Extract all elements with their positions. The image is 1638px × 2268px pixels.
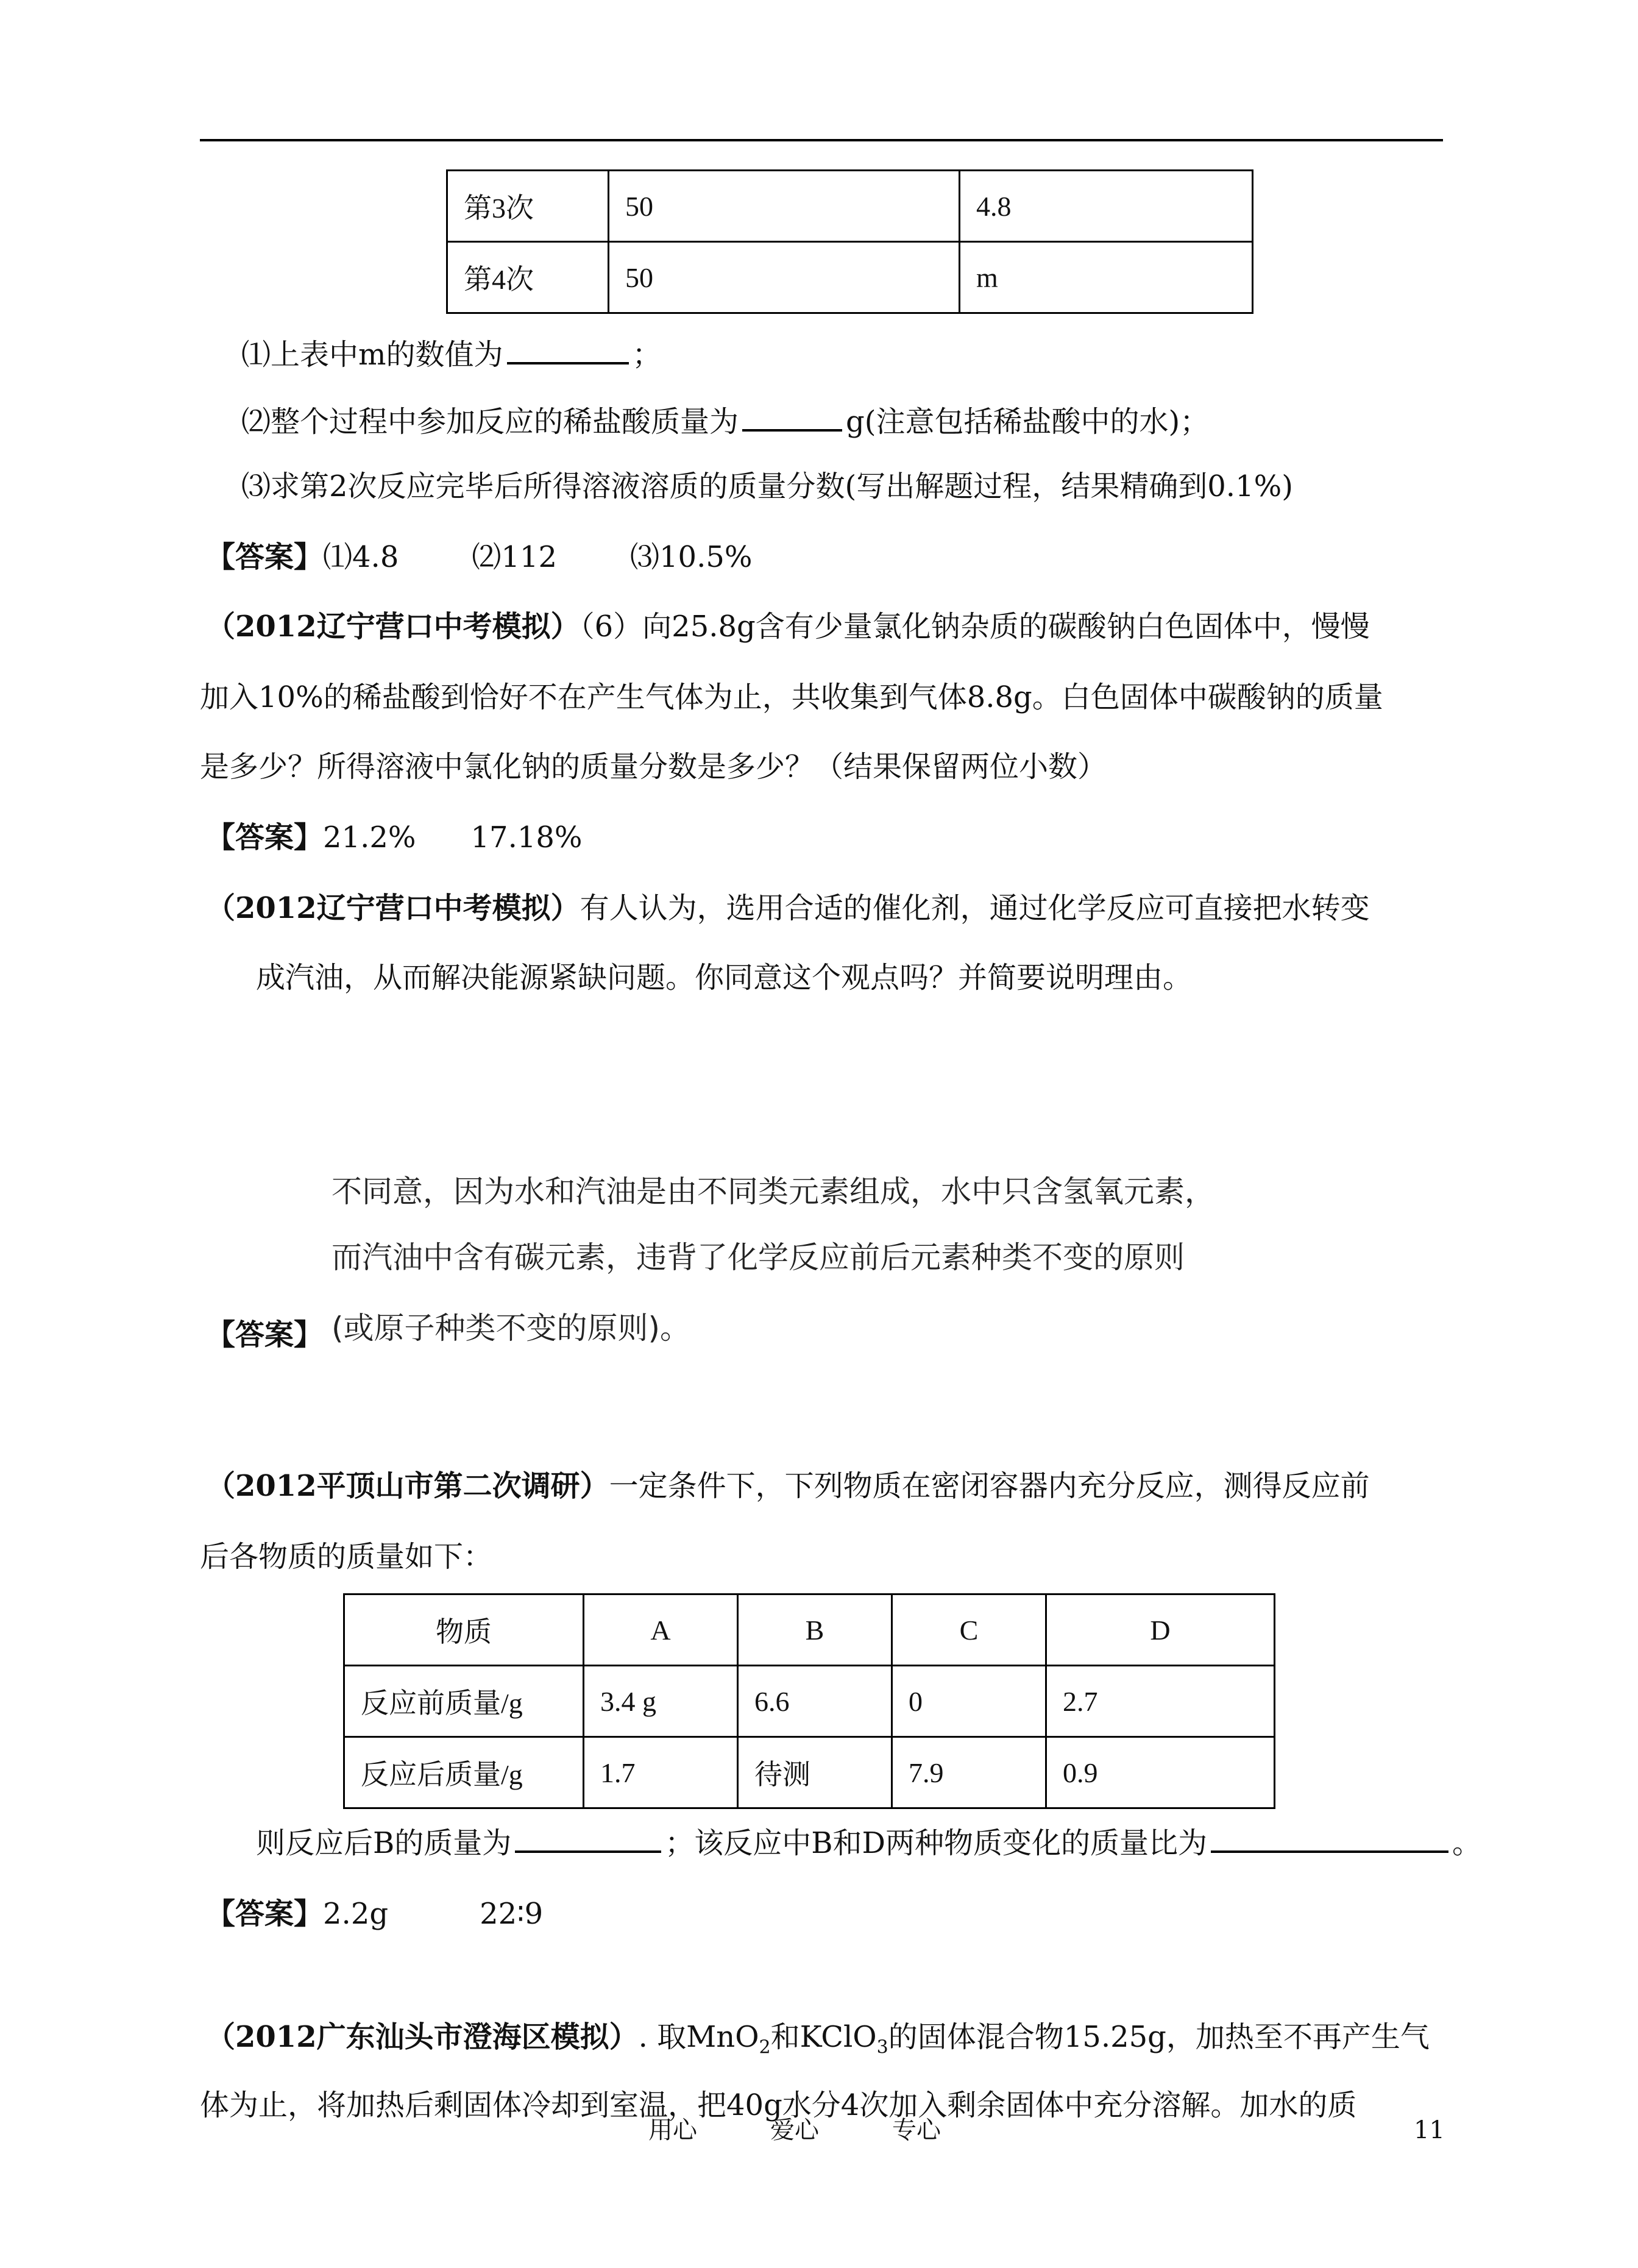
question-line	[206, 608, 1370, 645]
answer-value: ⑶10.5%	[629, 540, 753, 574]
text: （6）向25.8g含有少量氯化钠杂质的碳酸钠白色固体中，慢慢	[580, 610, 1370, 644]
subscript: 3	[876, 2036, 888, 2058]
answer-blank	[742, 401, 842, 432]
answer-image-line: (或原子种类不变的原则)。	[332, 1310, 691, 1346]
question-line	[241, 468, 1293, 505]
text: ；该反应中B和D两种物质变化的质量比为	[665, 1826, 1208, 1860]
text: 加入10%的稀盐酸到恰好不在产生气体为止，共收集到气体8.8g。白色固体中碳酸钠的质量	[200, 680, 1383, 714]
answer-value: ⑴4.8	[323, 540, 399, 574]
table-cell: 0.9	[1046, 1737, 1275, 1808]
answer-label: 【答案】	[206, 1318, 324, 1352]
text: ；	[632, 338, 662, 372]
answer-image-line: 而汽油中含有碳元素，违背了化学反应前后元素种类不变的原则	[332, 1240, 1185, 1275]
answer-blank	[1211, 1822, 1448, 1853]
text: 后各物质的质量如下：	[200, 1540, 493, 1574]
table-header-cell: A	[584, 1594, 738, 1666]
footer-text: 爱心	[770, 2116, 819, 2144]
table-cell: 7.9	[892, 1737, 1046, 1808]
text: 和KClO	[770, 2020, 877, 2054]
answer-line	[206, 1896, 543, 1932]
question-line	[241, 334, 662, 373]
table-row	[447, 242, 1253, 313]
text: ⑵整个过程中参加反应的稀盐酸质量为	[241, 405, 739, 439]
table-cell: 反应前质量/g	[344, 1666, 584, 1737]
answer-line	[206, 819, 583, 856]
answer-blank	[515, 1822, 661, 1853]
answer-line	[206, 1317, 323, 1353]
table-cell: 6.6	[738, 1666, 892, 1737]
footer-text: 专心	[892, 2116, 941, 2144]
answer-value: 17.18%	[470, 820, 583, 855]
answer-blank	[507, 334, 629, 364]
table-cell: 第4次	[447, 242, 609, 313]
table-cell: 2.7	[1046, 1666, 1275, 1737]
text: ⑶求第2次反应完毕后所得溶液溶质的质量分数(写出解题过程，结果精确到0.1%)	[241, 469, 1293, 503]
question-source: （2012辽宁营口中考模拟）	[206, 891, 580, 925]
question-line	[200, 679, 1383, 716]
answer-label: 【答案】	[206, 1897, 324, 1931]
table-header-row	[344, 1594, 1275, 1666]
table-cell: 50	[609, 242, 960, 313]
table-row	[344, 1737, 1275, 1808]
question-line	[206, 2019, 1430, 2066]
table-header-cell: B	[738, 1594, 892, 1666]
text: 有人认为，选用合适的催化剂，通过化学反应可直接把水转变	[580, 891, 1370, 925]
question-source: （2012辽宁营口中考模拟）	[206, 610, 580, 644]
table-cell: 0	[892, 1666, 1046, 1737]
text: g(注意包括稀盐酸中的水)；	[846, 405, 1210, 439]
text: 一定条件下，下列物质在密闭容器内充分反应，测得反应前	[609, 1469, 1370, 1503]
question-line	[256, 1822, 1481, 1861]
table-header-cell: C	[892, 1594, 1046, 1666]
question-line	[200, 748, 1107, 785]
question-source: （2012平顶山市第二次调研）	[206, 1469, 609, 1503]
page-number: 11	[1414, 2116, 1445, 2144]
header-rule	[200, 139, 1443, 141]
table-cell: 1.7	[584, 1737, 738, 1808]
question-line	[241, 401, 1209, 440]
answer-line	[206, 539, 752, 575]
table-cell: 待测	[738, 1737, 892, 1808]
table-cell: 第3次	[447, 171, 609, 242]
table-cell: m	[960, 242, 1253, 313]
text: 则反应后B的质量为	[256, 1826, 512, 1860]
answer-value: ⑵112	[472, 540, 557, 574]
text: 是多少？所得溶液中氯化钠的质量分数是多少？（结果保留两位小数）	[200, 750, 1107, 784]
table-row	[447, 171, 1253, 242]
text: ⑴上表中m的数值为	[241, 338, 503, 372]
question-line	[200, 1538, 492, 1575]
subscript: 2	[759, 2036, 771, 2058]
question-line	[206, 890, 1370, 926]
table-row	[344, 1666, 1275, 1737]
mass-table	[343, 1593, 1275, 1809]
table-cell: 4.8	[960, 171, 1253, 242]
table-header-cell: 物质	[344, 1594, 584, 1666]
answer-value: 2.2g	[323, 1897, 389, 1931]
text: 体为止，将加热后剩固体冷却到室温，把40g水分4次加入剩余固体中充分溶解。加水的质	[200, 2088, 1357, 2122]
table-cell: 反应后质量/g	[344, 1737, 584, 1808]
answer-value: 22∶9	[480, 1897, 544, 1931]
answer-image-line: 不同意，因为水和汽油是由不同类元素组成，水中只含氢氧元素，	[332, 1174, 1215, 1209]
text: . 取MnO	[638, 2020, 759, 2054]
table-cell: 50	[609, 171, 960, 242]
table-header-cell: D	[1046, 1594, 1275, 1666]
answer-label: 【答案】	[206, 820, 324, 855]
text: 。	[1452, 1826, 1482, 1860]
table-cell: 3.4 g	[584, 1666, 738, 1737]
question-source: （2012广东汕头市澄海区模拟）	[206, 2020, 639, 2054]
results-table	[446, 169, 1253, 314]
question-line	[256, 959, 1192, 996]
text: 的固体混合物15.25g，加热至不再产生气	[888, 2020, 1430, 2054]
answer-label: 【答案】	[206, 540, 324, 574]
footer-text: 用心	[648, 2116, 697, 2144]
answer-value: 21.2%	[323, 820, 416, 855]
text: 成汽油，从而解决能源紧缺问题。你同意这个观点吗？并简要说明理由。	[256, 961, 1193, 995]
question-line	[206, 1468, 1370, 1504]
